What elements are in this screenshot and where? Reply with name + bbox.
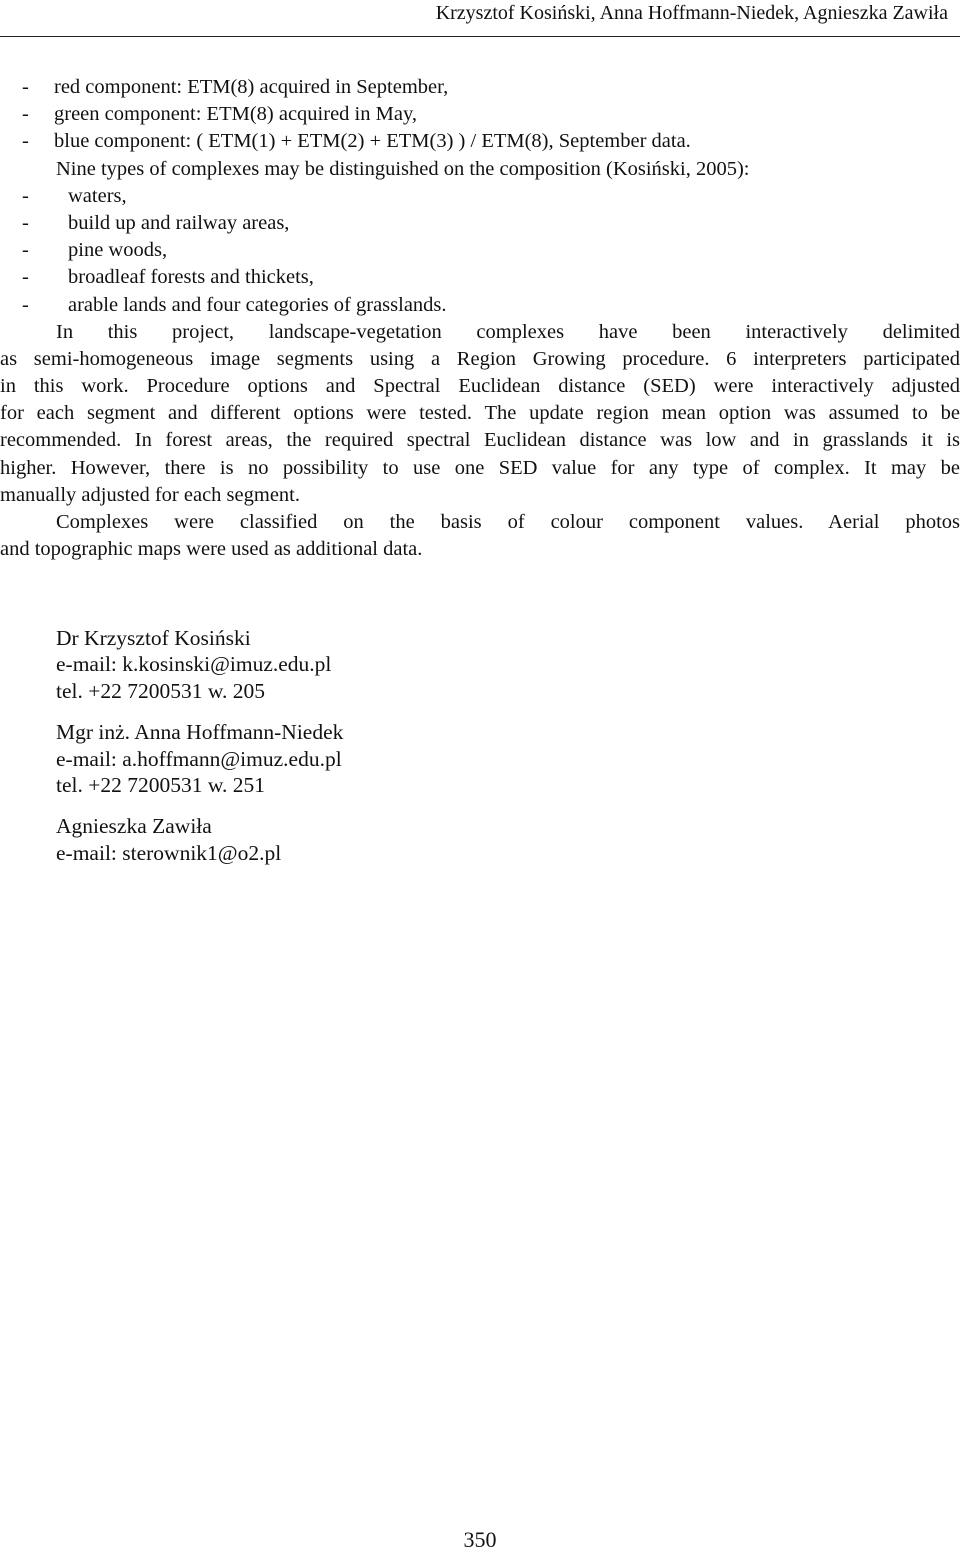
running-title: Krzysztof Kosiński, Anna Hoffmann-Niedek, Agnieszka Zawiła [435, 2, 948, 24]
paragraph-line: and topographic maps were used as additional data. [0, 538, 423, 561]
complexes-intro: Nine types of complexes may be distinguished on the composition (Kosiński, 2005): [56, 157, 750, 180]
contact-block [56, 813, 343, 866]
contact-phone: tel. +22 7200531 w. 251 [56, 773, 265, 798]
contact-name: Dr Krzysztof Kosiński [56, 626, 251, 650]
complex-item: - waters, [22, 184, 127, 207]
running-header [0, 0, 960, 37]
paragraph-line: for each segment and different options were tested. The update region mean option was assumed to be [0, 402, 960, 425]
page-number: 350 [463, 1527, 497, 1552]
complex-text: broadleaf forests and thickets, [68, 266, 314, 289]
complex-item: - build up and railway areas, [22, 211, 290, 234]
component-item: - red component: ETM(8) acquired in September, [22, 76, 449, 98]
complex-item: - broadleaf forests and thickets, [22, 266, 314, 289]
paragraph-segmentation [0, 319, 960, 509]
contact-email: e-mail: sterownik1@o2.pl [56, 840, 282, 865]
paragraph-line: Complexes were classified on the basis of colour component values. Aerial photos [56, 511, 960, 533]
complex-text: build up and railway areas, [68, 211, 290, 234]
paragraph-line: higher. However, there is no possibility to use one SED value for any type of complex. It may be [0, 456, 960, 479]
component-text: blue component: ( ETM(1) + ETM(2) + ETM(3) ) / ETM(8), September data. [54, 130, 691, 153]
component-item: - blue component: ( ETM(1) + ETM(2) + ETM(3) ) / ETM(8), September data. [22, 130, 691, 153]
complex-text: pine woods, [68, 239, 168, 262]
complex-item: - arable lands and four categories of grasslands. [22, 293, 447, 316]
paragraph-line: recommended. In forest areas, the required spectral Euclidean distance was low and in grasslands it is [0, 429, 960, 452]
paragraph-classification [0, 509, 960, 563]
component-item: - green component: ETM(8) acquired in May, [22, 103, 417, 126]
paragraph-line: manually adjusted for each segment. [0, 483, 300, 506]
contact-name: Agnieszka Zawiła [56, 814, 212, 839]
contact-name: Mgr inż. Anna Hoffmann-Niedek [56, 720, 344, 745]
complex-text: arable lands and four categories of grasslands. [68, 293, 447, 316]
contact-email: e-mail: a.hoffmann@imuz.edu.pl [56, 746, 342, 771]
contact-email: e-mail: k.kosinski@imuz.edu.pl [56, 652, 332, 677]
contact-phone: tel. +22 7200531 w. 205 [56, 678, 265, 703]
contact-block [56, 719, 343, 798]
paragraph-line: as semi-homogeneous image segments using a Region Growing procedure. 6 interpreters participated [0, 347, 960, 370]
paragraph-line: in this work. Procedure options and Spectral Euclidean distance (SED) were interactively adjusted [0, 375, 960, 398]
complex-item: - pine woods, [22, 239, 168, 262]
paragraph-line: In this project, landscape-vegetation complexes have been interactively delimited [56, 320, 960, 343]
component-text: green component: ETM(8) acquired in May, [54, 103, 417, 126]
author-contacts [56, 625, 343, 881]
contact-block [56, 625, 343, 704]
complex-text: waters, [68, 184, 127, 207]
component-text: red component: ETM(8) acquired in September, [54, 76, 449, 98]
body-text [0, 74, 960, 563]
